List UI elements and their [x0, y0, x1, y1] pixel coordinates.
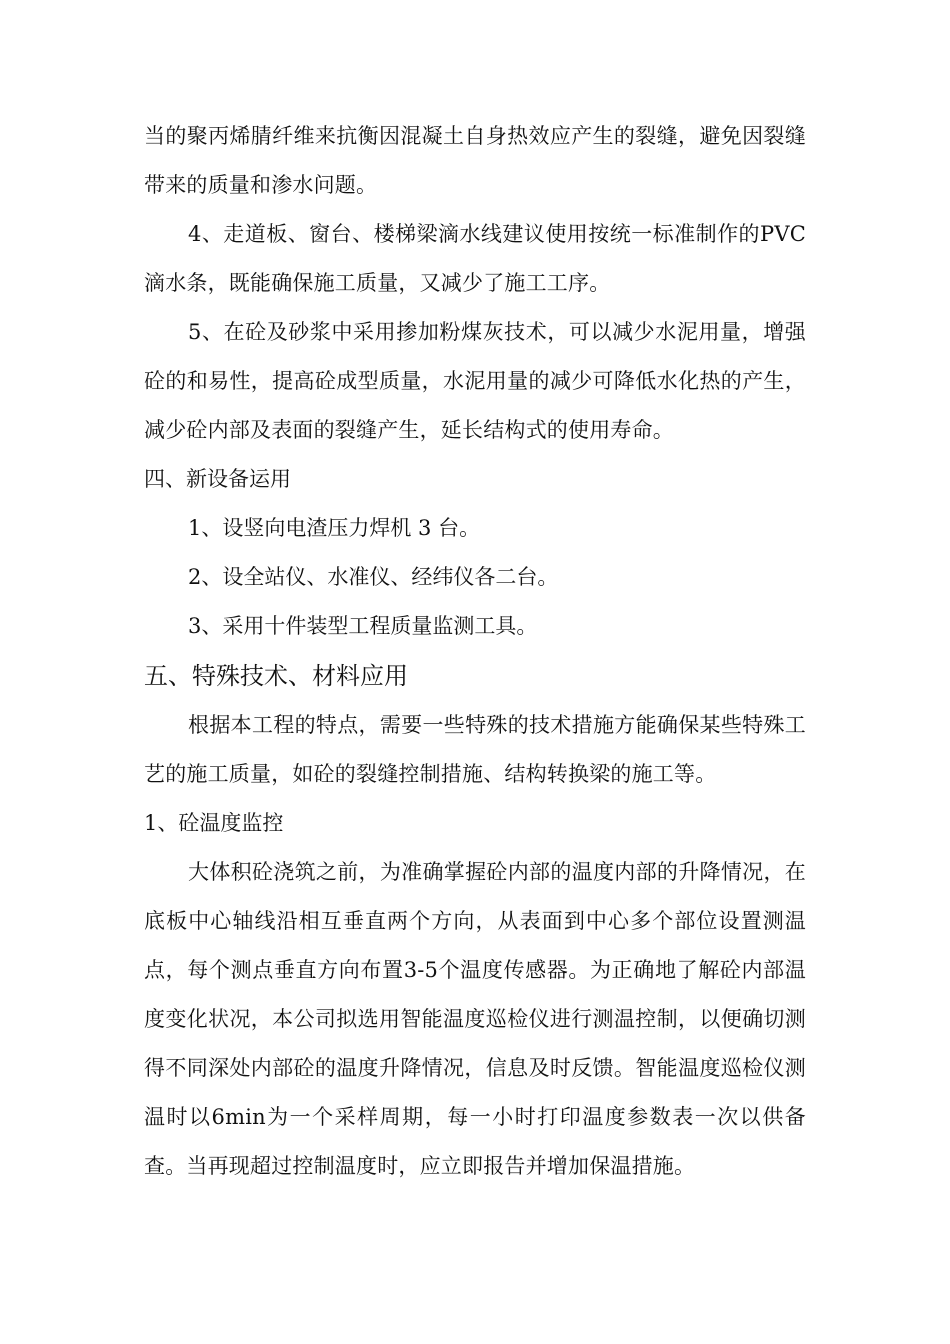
section-title-special-tech: 五、特殊技术、材料应用: [144, 662, 408, 690]
list-item: 2、设全站仪、水准仪、经纬仪各二台。: [188, 565, 559, 589]
document-page: [144, 112, 806, 1191]
paragraph-temperature-monitoring: 大体积砼浇筑之前，为准确掌握砼内部的温度内部的升降情况，在底板中心轴线沿相互垂直两个方向，从表面到中心多个部位设置测温点，每个测点垂直方向布置3-5个温度传感器。为正确地了解砼内部温度变化状况，本公司拟选用智能温度巡检仪进行测温控制，以便确切测得不同深处内部砼的温度升降情况，信息及时反馈。智能温度巡检仪测温时以6min为一个采样周期，每一小时打印温度参数表一次以供备查。当再现超过控制温度时，应立即报告并增加保温措施。: [144, 860, 806, 1178]
section-title-equipment: 四、新设备运用: [144, 467, 291, 491]
list-item: 1、设竖向电渣压力焊机 3 台。: [188, 516, 481, 540]
subsection-title-temperature: 1、砼温度监控: [144, 811, 284, 835]
paragraph-fly-ash: 5、在砼及砂浆中采用掺加粉煤灰技术，可以减少水泥用量，增强砼的和易性，提高砼成型质量，水泥用量的减少可降低水化热的产生，减少砼内部及表面的裂缝产生，延长结构式的使用寿命。: [144, 320, 806, 442]
paragraph-fiber: 当的聚丙烯腈纤维来抗衡因混凝土自身热效应产生的裂缝，避免因裂缝带来的质量和渗水问题。: [144, 124, 806, 197]
paragraph-pvc-drip: 4、走道板、窗台、楼梯梁滴水线建议使用按统一标准制作的PVC滴水条，既能确保施工质量，又减少了施工工序。: [144, 222, 806, 295]
paragraph-special-intro: 根据本工程的特点，需要一些特殊的技术措施方能确保某些特殊工艺的施工质量，如砼的裂缝控制措施、结构转换梁的施工等。: [144, 713, 806, 786]
list-item: 3、采用十件装型工程质量监测工具。: [188, 614, 538, 638]
